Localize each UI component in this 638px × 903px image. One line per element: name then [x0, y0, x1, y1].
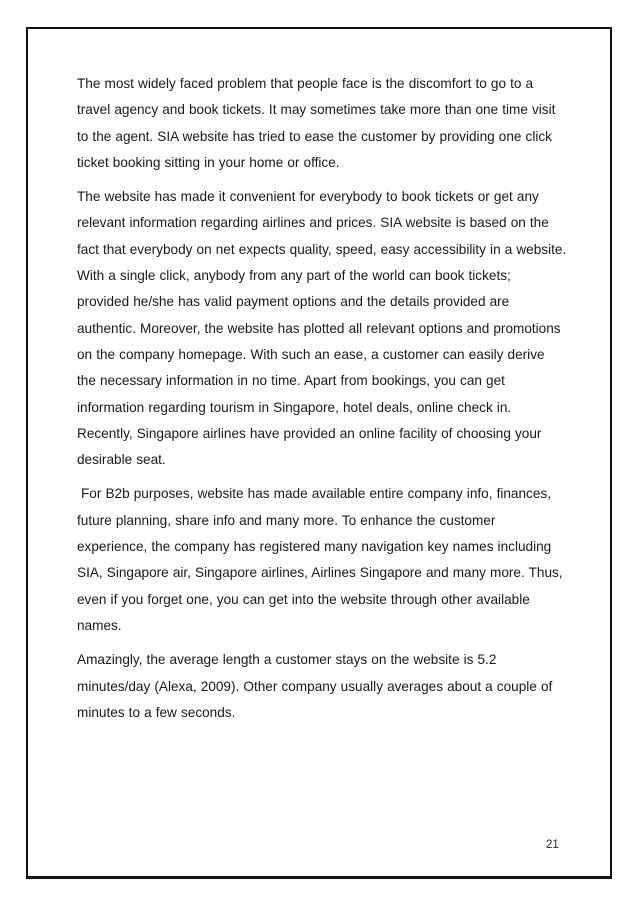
paragraph-1: The most widely faced problem that people face is the discomfort to go to a travel agency and book tickets. It may sometimes take more than one time visit to the agent. SIA website has tried to ease the customer by providing one click ticket booking sitting in your home or office. — [77, 76, 556, 170]
paragraph-4: Amazingly, the average length a customer stays on the website is 5.2 minutes/day (Alexa, 2009). Other company usually averages about a couple of minutes to a few seconds. — [77, 652, 553, 720]
document-body — [77, 71, 567, 734]
paragraph-3: For B2b purposes, website has made available entire company info, finances, future planning, share info and many more. To enhance the customer experience, the company has registered many navigation key names including SIA, Singapore air, Singapore airlines, Airlines Singapore and many more. Thus, even if you forget one, you can get into the website through other available names. — [77, 486, 563, 633]
page-number: 21 — [546, 839, 559, 851]
paragraph-2: The website has made it convenient for everybody to book tickets or get any relevant information regarding airlines and prices. SIA website is based on the fact that everybody on net expects quality, speed, easy accessibility in a website. With a single click, anybody from any part of the world can book tickets; provided he/she has valid payment options and the details provided are authentic. Moreover, the website has plotted all relevant options and promotions on the company homepage. With such an ease, a customer can easily derive the necessary information in no time. Apart from bookings, you can get information regarding tourism in Singapore, hotel deals, online check in. Recently, Singapore airlines have provided an online facility of choosing your desirable seat. — [77, 189, 567, 468]
